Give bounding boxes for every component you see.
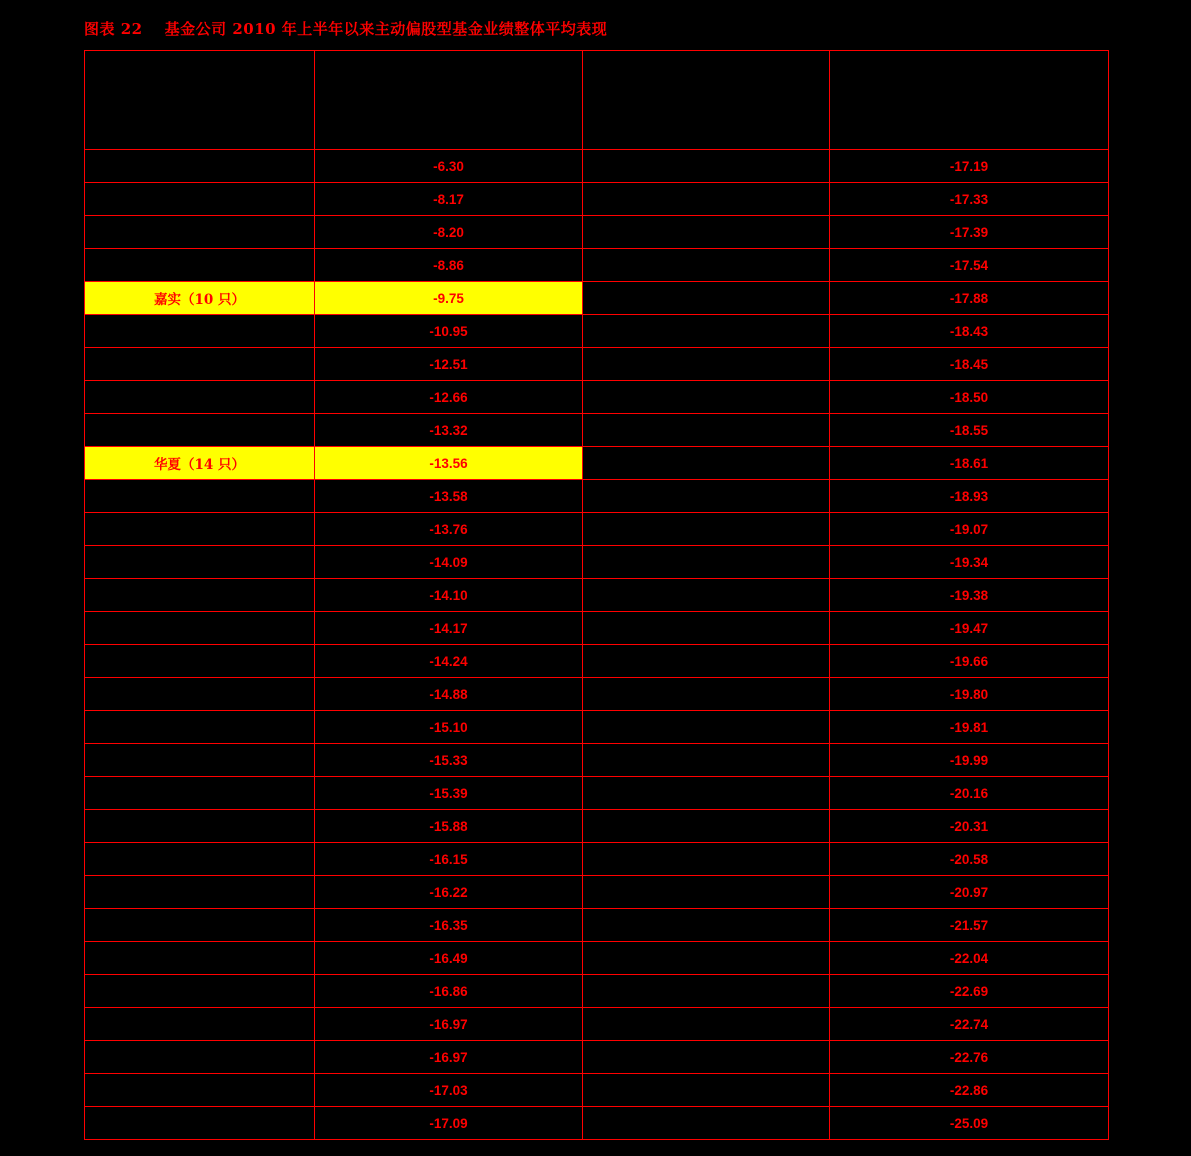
cell-return-3: -19.47 [830, 612, 1109, 645]
cell-company-name [85, 975, 315, 1008]
cell-return-3: -18.45 [830, 348, 1109, 381]
table-row [85, 975, 1109, 1008]
cell-return-2 [583, 1074, 830, 1107]
cell-return-3: -22.69 [830, 975, 1109, 1008]
cell-return-2 [583, 942, 830, 975]
table-body [85, 150, 1109, 1140]
column-header-return-2 [583, 51, 830, 150]
cell-return-1: -14.24 [315, 645, 583, 678]
cell-return-3: -21.57 [830, 909, 1109, 942]
cell-company-name [85, 843, 315, 876]
cell-company-name [85, 414, 315, 447]
cell-return-1: -6.30 [315, 150, 583, 183]
fund-performance-table [84, 50, 1109, 1140]
cell-return-1: -12.66 [315, 381, 583, 414]
cell-return-2 [583, 480, 830, 513]
cell-return-2 [583, 1008, 830, 1041]
cell-return-1: -12.51 [315, 348, 583, 381]
cell-company-name [85, 678, 315, 711]
column-header-return-1 [315, 51, 583, 150]
cell-return-2 [583, 810, 830, 843]
column-header-return-3 [830, 51, 1109, 150]
table-row [85, 216, 1109, 249]
cell-company-name [85, 546, 315, 579]
cell-return-3: -22.76 [830, 1041, 1109, 1074]
cell-return-3: -18.61 [830, 447, 1109, 480]
cell-return-1: -16.35 [315, 909, 583, 942]
cell-return-3: -17.54 [830, 249, 1109, 282]
cell-return-1: -16.86 [315, 975, 583, 1008]
cell-company-name [85, 249, 315, 282]
cell-return-1: -10.95 [315, 315, 583, 348]
cell-return-2 [583, 777, 830, 810]
cell-company-name [85, 909, 315, 942]
cell-return-3: -19.38 [830, 579, 1109, 612]
cell-company-name [85, 348, 315, 381]
cell-return-2 [583, 447, 830, 480]
cell-return-2 [583, 843, 830, 876]
table-row [85, 480, 1109, 513]
cell-company-name: 嘉实（10 只） [85, 282, 315, 315]
cell-company-name [85, 744, 315, 777]
table-row [85, 579, 1109, 612]
cell-return-2 [583, 612, 830, 645]
table-row [85, 150, 1109, 183]
cell-company-name [85, 1074, 315, 1107]
cell-return-1: -14.88 [315, 678, 583, 711]
table-row [85, 744, 1109, 777]
cell-return-1: -15.10 [315, 711, 583, 744]
cell-company-name [85, 1107, 315, 1140]
cell-company-name [85, 480, 315, 513]
cell-return-3: -17.33 [830, 183, 1109, 216]
cell-return-3: -20.31 [830, 810, 1109, 843]
cell-return-1: -9.75 [315, 282, 583, 315]
cell-return-2 [583, 744, 830, 777]
cell-return-2 [583, 645, 830, 678]
cell-company-name [85, 315, 315, 348]
cell-return-2 [583, 315, 830, 348]
cell-return-2 [583, 1107, 830, 1140]
table-row [85, 513, 1109, 546]
table-row [85, 447, 1109, 480]
cell-return-2 [583, 381, 830, 414]
cell-return-1: -16.22 [315, 876, 583, 909]
column-header-company [85, 51, 315, 150]
cell-company-name [85, 810, 315, 843]
cell-return-3: -19.66 [830, 645, 1109, 678]
cell-return-2 [583, 150, 830, 183]
cell-return-1: -13.76 [315, 513, 583, 546]
cell-return-2 [583, 1041, 830, 1074]
cell-return-1: -16.97 [315, 1008, 583, 1041]
cell-return-1: -14.10 [315, 579, 583, 612]
figure-number: 图表 22 [84, 20, 143, 38]
table-row [85, 843, 1109, 876]
cell-return-2 [583, 711, 830, 744]
cell-return-3: -18.93 [830, 480, 1109, 513]
table-row [85, 282, 1109, 315]
cell-return-2 [583, 579, 830, 612]
cell-return-2 [583, 348, 830, 381]
cell-company-name [85, 711, 315, 744]
cell-company-name [85, 381, 315, 414]
cell-return-1: -8.20 [315, 216, 583, 249]
cell-return-3: -19.80 [830, 678, 1109, 711]
cell-company-name [85, 150, 315, 183]
cell-return-2 [583, 513, 830, 546]
cell-return-2 [583, 876, 830, 909]
cell-return-1: -8.86 [315, 249, 583, 282]
cell-return-1: -17.03 [315, 1074, 583, 1107]
cell-return-3: -19.81 [830, 711, 1109, 744]
cell-return-1: -13.58 [315, 480, 583, 513]
cell-return-2 [583, 282, 830, 315]
table-row [85, 381, 1109, 414]
cell-return-1: -15.33 [315, 744, 583, 777]
table-row [85, 1041, 1109, 1074]
table-header-row [85, 51, 1109, 150]
cell-return-1: -17.09 [315, 1107, 583, 1140]
table-row [85, 612, 1109, 645]
table-row [85, 810, 1109, 843]
cell-return-1: -15.88 [315, 810, 583, 843]
cell-return-3: -18.55 [830, 414, 1109, 447]
cell-return-3: -18.50 [830, 381, 1109, 414]
cell-company-name [85, 183, 315, 216]
cell-return-2 [583, 546, 830, 579]
cell-return-3: -20.16 [830, 777, 1109, 810]
table-row [85, 348, 1109, 381]
figure-title [84, 18, 607, 39]
cell-company-name [85, 942, 315, 975]
table-row [85, 414, 1109, 447]
cell-return-1: -16.49 [315, 942, 583, 975]
cell-company-name [85, 1008, 315, 1041]
cell-return-2 [583, 414, 830, 447]
cell-return-2 [583, 183, 830, 216]
cell-return-3: -17.19 [830, 150, 1109, 183]
cell-return-3: -20.97 [830, 876, 1109, 909]
table-row [85, 645, 1109, 678]
cell-return-3: -22.86 [830, 1074, 1109, 1107]
cell-return-2 [583, 216, 830, 249]
cell-return-3: -25.09 [830, 1107, 1109, 1140]
cell-company-name: 华夏（14 只） [85, 447, 315, 480]
cell-company-name [85, 876, 315, 909]
cell-return-3: -17.39 [830, 216, 1109, 249]
cell-return-1: -13.32 [315, 414, 583, 447]
table-row [85, 1008, 1109, 1041]
cell-return-3: -22.04 [830, 942, 1109, 975]
cell-company-name [85, 1041, 315, 1074]
cell-return-3: -19.07 [830, 513, 1109, 546]
cell-company-name [85, 216, 315, 249]
cell-company-name [85, 645, 315, 678]
table-row [85, 711, 1109, 744]
table-row [85, 678, 1109, 711]
cell-return-2 [583, 678, 830, 711]
table-row [85, 546, 1109, 579]
cell-company-name [85, 777, 315, 810]
cell-return-2 [583, 249, 830, 282]
cell-return-2 [583, 975, 830, 1008]
cell-return-1: -15.39 [315, 777, 583, 810]
table-row [85, 1107, 1109, 1140]
cell-return-2 [583, 909, 830, 942]
cell-return-1: -14.09 [315, 546, 583, 579]
figure-title-text: 基金公司 2010 年上半年以来主动偏股型基金业绩整体平均表现 [164, 20, 608, 38]
cell-return-1: -16.15 [315, 843, 583, 876]
cell-return-3: -19.34 [830, 546, 1109, 579]
cell-company-name [85, 579, 315, 612]
cell-return-1: -13.56 [315, 447, 583, 480]
table-row [85, 249, 1109, 282]
table-row [85, 942, 1109, 975]
cell-return-3: -20.58 [830, 843, 1109, 876]
cell-return-1: -16.97 [315, 1041, 583, 1074]
cell-company-name [85, 612, 315, 645]
table-header [85, 51, 1109, 150]
table-row [85, 1074, 1109, 1107]
table-row [85, 183, 1109, 216]
cell-return-3: -18.43 [830, 315, 1109, 348]
cell-return-3: -22.74 [830, 1008, 1109, 1041]
table-row [85, 876, 1109, 909]
cell-return-1: -8.17 [315, 183, 583, 216]
table-row [85, 909, 1109, 942]
cell-return-1: -14.17 [315, 612, 583, 645]
cell-return-3: -19.99 [830, 744, 1109, 777]
cell-return-3: -17.88 [830, 282, 1109, 315]
table-row [85, 315, 1109, 348]
cell-company-name [85, 513, 315, 546]
table-row [85, 777, 1109, 810]
